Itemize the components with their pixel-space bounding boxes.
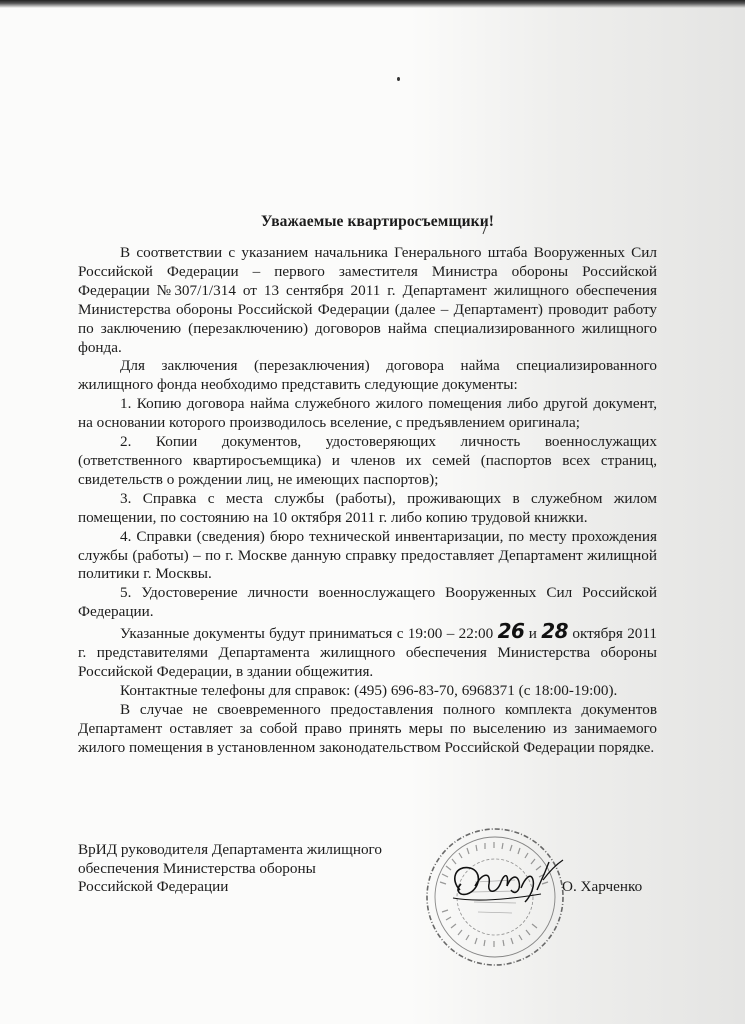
list-item-4: 4. Справки (сведения) бюро технической инвентаризации, по месту прохождения службы (работы) – по г. Москве данную справку предоставляет Департамент жилищной политики г. Москвы. [78, 527, 657, 583]
document-body [78, 244, 657, 757]
handwritten-date-one: 26 [497, 619, 525, 644]
acceptance-conjunction: и [528, 625, 537, 643]
requirements-paragraph: Для заключения (перезаключения) договора найма специализированного жилищного фонда необходимо представить следующие документы: [78, 357, 657, 394]
list-item-2: 2. Копии документов, удостоверяющих личность военнослужащих (ответственного квартиросъемщика) и членов их семей (паспортов всех страниц, свидетельств о рождении лиц, не имеющих паспортов); [78, 433, 657, 488]
handwritten-date-two: 28 [541, 619, 569, 644]
position-line-1: ВрИД руководителя Департамента жилищного [78, 841, 382, 858]
list-item-3: 3. Справка с места службы (работы), проживающих в служебном жилом помещении, по состоянию на 10 октября 2011 г. либо копию трудовой книжки. [78, 489, 657, 526]
position-line-2: обеспечения Министерства обороны [78, 859, 316, 877]
document-title: Уважаемые квартиросъемщики! [261, 213, 494, 230]
scan-top-edge [0, 0, 745, 8]
signer-name: О. Харченко [562, 878, 643, 895]
position-line-3: Российской Федерации [78, 878, 229, 896]
acceptance-text-after: октября 2011 г. представителями Департамента жилищного обеспечения Министерства обороны Российской Федерации, в здании общежития. [78, 625, 658, 680]
acceptance-paragraph [78, 619, 658, 682]
warning-paragraph: В случае не своевременного предоставления полного комплекта документов Департамент оставляет за собой право принять меры по выселению из занимаемого жилого помещения в установленном законодательством Российской Федерации порядке. [78, 700, 657, 756]
intro-paragraph: В соответствии с указанием начальника Генерального штаба Вооруженных Сил Российской Федерации – первого заместителя Министра обороны Российской Федерации №307/1/314 от 13 сентября 2011 г. Департамент жилищного обеспечения Министерства обороны Российской Федерации (далее – Департамент) проводит работу по заключению (перезаключению) договоров найма специализированного жилищного фонда. [78, 244, 657, 356]
acceptance-text-before: Указанные документы будут приниматься с 19:00 – 22:00 [120, 625, 494, 643]
signatory-position [78, 841, 418, 897]
scan-speck [397, 77, 400, 81]
list-item-1: 1. Копию договора найма служебного жилого помещения либо другой документ, на основании которого производилось вселение, с предъявлением оригинала; [78, 395, 657, 432]
contacts-paragraph: Контактные телефоны для справок: (495) 696-83-70, 6968371 (с 18:00-19:00). [120, 681, 618, 699]
list-item-5: 5. Удостоверение личности военнослужащего Вооруженных Сил Российской Федерации. [78, 584, 657, 621]
